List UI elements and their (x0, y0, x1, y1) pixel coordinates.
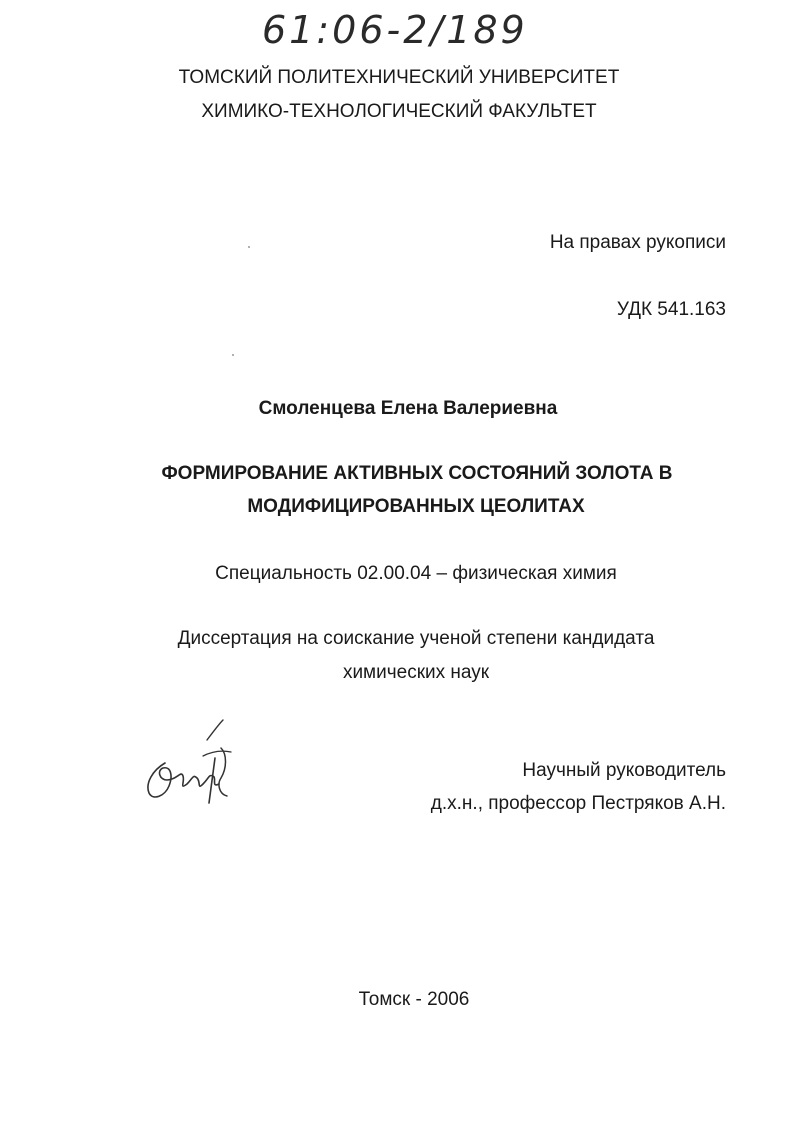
signature (135, 718, 245, 808)
dissertation-line-1: Диссертация на соискание ученой степени кандидата (177, 628, 655, 649)
scan-speck (232, 354, 234, 356)
place-year: Томск - 2006 (358, 989, 470, 1010)
supervisor-role: Научный руководитель (522, 760, 726, 781)
dissertation-line-2: химических наук (342, 662, 490, 683)
scan-speck (248, 246, 250, 248)
author-name: Смоленцева Елена Валериевна (258, 398, 558, 419)
specialty: Специальность 02.00.04 – физическая химия (215, 563, 617, 584)
university-name: ТОМСКИЙ ПОЛИТЕХНИЧЕСКИЙ УНИВЕРСИТЕТ (178, 67, 620, 88)
supervisor-name: д.х.н., профессор Пестряков А.Н. (430, 793, 726, 814)
thesis-title-line-1: ФОРМИРОВАНИЕ АКТИВНЫХ СОСТОЯНИЙ ЗОЛОТА В (161, 463, 673, 484)
thesis-title-line-2: МОДИФИЦИРОВАННЫХ ЦЕОЛИТАХ (247, 496, 585, 517)
rights-note: На правах рукописи (549, 232, 726, 253)
udc-code: УДК 541.163 (616, 299, 726, 320)
archive-code: 61:06-2/189 (262, 8, 528, 52)
faculty-name: ХИМИКО-ТЕХНОЛОГИЧЕСКИЙ ФАКУЛЬТЕТ (201, 101, 597, 122)
